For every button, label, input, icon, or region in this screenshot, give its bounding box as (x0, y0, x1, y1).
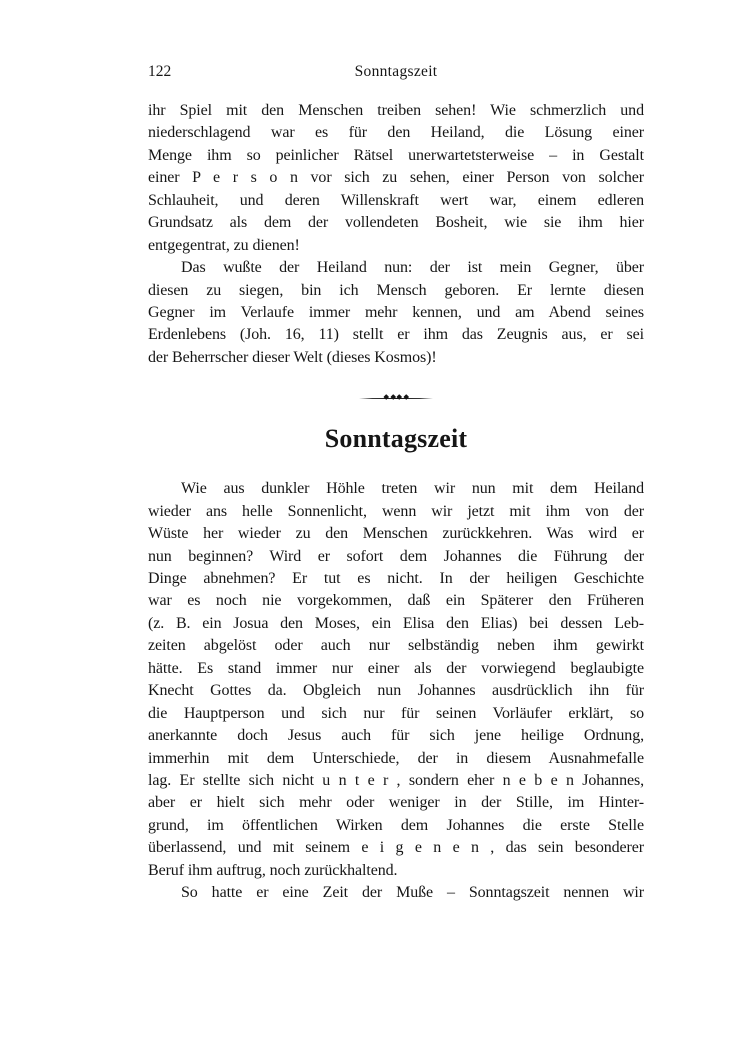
text-line: Gegner im Verlaufe immer mehr kennen, und am Abend seines (148, 303, 644, 321)
text-line: Wie aus dunkler Höhle treten wir nun mit dem Heiland (181, 480, 644, 498)
text-line: Grundsatz als dem der vollendeten Bosheit, wie sie ihm hier (148, 214, 644, 232)
section-divider-ornament (359, 394, 433, 402)
text-line: überlassend, und mit seinem e i g e n e n , das sein besonderer (148, 839, 644, 857)
divider-bead-icon (390, 394, 396, 400)
text-line: niederschlagend war es für den Heiland, die Lösung einer (148, 124, 644, 142)
text-line: ihr Spiel mit den Menschen treiben sehen! Wie schmerzlich und (148, 102, 644, 119)
text-line: (z. B. ein Josua den Moses, ein Elisa den Elias) bei dessen Leb- (148, 614, 644, 632)
text-line: Erdenlebens (Joh. 16, 11) stellt er ihm das Zeugnis aus, er sei (148, 326, 644, 344)
text-line: anerkannte doch Jesus auch für sich jene heilige Ordnung, (148, 727, 644, 745)
text-line: lag. Er stellte sich nicht u n t e r , sondern eher n e b e n Johannes, (148, 771, 644, 789)
text-line: der Beherrscher dieser Welt (dieses Kosmos)! (148, 348, 437, 366)
text-line: einer P e r s o n vor sich zu sehen, einer Person von solcher (148, 169, 644, 187)
text-line: Schlauheit, und deren Willenskraft wert war, einem edleren (148, 191, 644, 209)
text-line: Wüste her wieder zu den Menschen zurückkehren. Was wird er (148, 525, 644, 543)
running-header-title: Sonntagszeit (354, 63, 438, 80)
text-line: nun beginnen? Wird er sofort dem Johannes die Führung der (148, 547, 644, 565)
paragraphs-after-heading (148, 478, 644, 904)
text-line: So hatte er eine Zeit der Muße – Sonntagszeit nennen wir (181, 884, 644, 902)
divider-beads (384, 395, 408, 399)
divider-bead-icon (383, 394, 389, 400)
text-line: wieder ans helle Sonnenlicht, wenn wir jetzt mit ihm von der (148, 502, 644, 520)
text-line: Menge ihm so peinlicher Rätsel unerwartetsterweise – in Gestalt (148, 146, 644, 164)
text-line: entgegentrat, zu dienen! (148, 236, 300, 254)
running-head (148, 63, 644, 80)
page-number: 122 (148, 63, 172, 80)
text-line: zeiten abgelöst oder auch nur selbständig neben ihm gewirkt (148, 637, 644, 655)
text-line: diesen zu siegen, bin ich Mensch geboren. Er lernte diesen (148, 281, 644, 299)
text-block (148, 63, 644, 905)
text-line: war es noch nie vorgekommen, daß ein Späterer den Früheren (148, 592, 644, 610)
text-line: immerhin mit dem Unterschiede, der in diesem Ausnahmefalle (148, 749, 644, 767)
text-line: Das wußte der Heiland nun: der ist mein Gegner, über (181, 259, 644, 277)
text-line: die Hauptperson und sich nur für seinen Vorläufer erklärt, so (148, 704, 644, 722)
divider-bead-icon (403, 394, 409, 400)
text-line: Dinge abnehmen? Er tut es nicht. In der heiligen Geschichte (148, 570, 644, 587)
text-line: Beruf ihm auftrug, noch zurückhaltend. (148, 861, 398, 879)
paragraphs-before-heading (148, 100, 644, 369)
divider-bead-icon (396, 394, 402, 400)
text-line: Knecht Gottes da. Obgleich nun Johannes ausdrücklich ihn für (148, 682, 644, 700)
chapter-heading: Sonntagszeit (324, 424, 468, 454)
text-line: hätte. Es stand immer nur einer als der vorwiegend beglaubigte (148, 659, 644, 677)
text-line: aber er hielt sich mehr oder weniger in der Stille, im Hinter- (148, 794, 644, 812)
text-line: grund, im öffentlichen Wirken dem Johannes die erste Stelle (148, 816, 644, 834)
